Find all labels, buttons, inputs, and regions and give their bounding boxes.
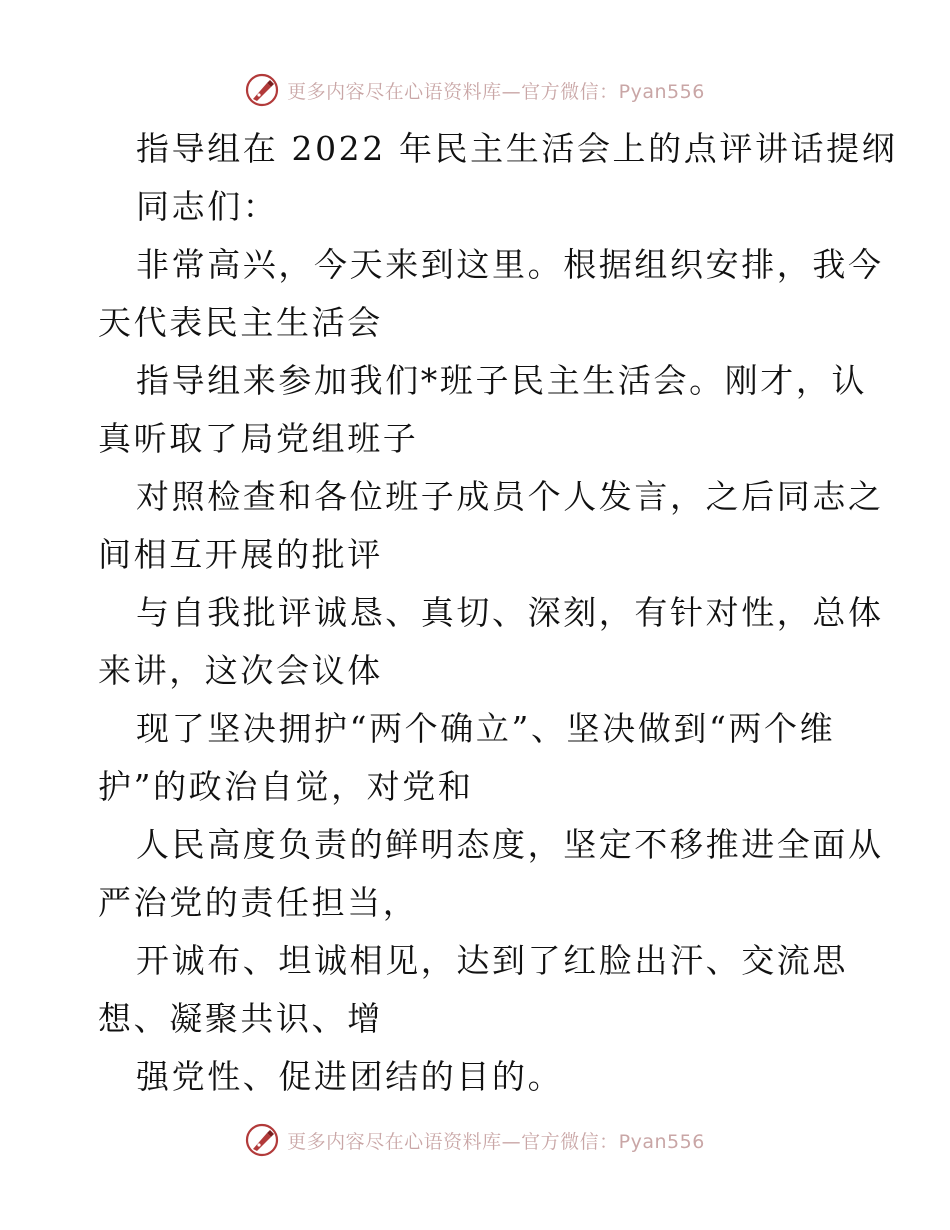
paragraph-line: 来讲，这次会议体 [98,651,383,690]
footer-watermark [0,1120,950,1160]
document-body [98,120,898,1106]
paragraph-line: 真听取了局党组班子 [98,419,419,458]
paragraph-line: 非常高兴，今天来到这里。根据组织安排，我今 [136,245,884,284]
salutation: 同志们： [136,187,279,226]
paragraph-line: 指导组来参加我们*班子民主生活会。刚才，认 [136,361,868,400]
paragraph-line: 严治党的责任担当， [98,883,419,922]
header-watermark [0,70,950,110]
paragraph-line: 强党性、促进团结的目的。 [136,1057,564,1096]
document-title: 指导组在 2022 年民主生活会上的点评讲话提纲 [136,129,898,168]
paragraph-line: 人民高度负责的鲜明态度，坚定不移推进全面从 [136,825,884,864]
paragraph-line: 天代表民主生活会 [98,303,383,342]
paragraph-line: 开诚布、坦诚相见，达到了红脸出汗、交流思 [136,941,848,980]
paragraph-line: 间相互开展的批评 [98,535,383,574]
fountain-pen-logo-icon [245,73,279,107]
paragraph-line: 现了坚决拥护“两个确立”、坚决做到“两个维 [136,709,836,748]
fountain-pen-logo-icon [245,1123,279,1157]
watermark-text: 更多内容尽在心语资料库—官方微信：Pyan556 [287,1130,705,1153]
paragraph-line: 护”的政治自觉，对党和 [98,767,474,806]
paragraph-line: 对照检查和各位班子成员个人发言，之后同志之 [136,477,884,516]
paragraph-line: 想、凝聚共识、增 [98,999,383,1038]
watermark-text: 更多内容尽在心语资料库—官方微信：Pyan556 [287,80,705,103]
paragraph-line: 与自我批评诚恳、真切、深刻，有针对性，总体 [136,593,884,632]
